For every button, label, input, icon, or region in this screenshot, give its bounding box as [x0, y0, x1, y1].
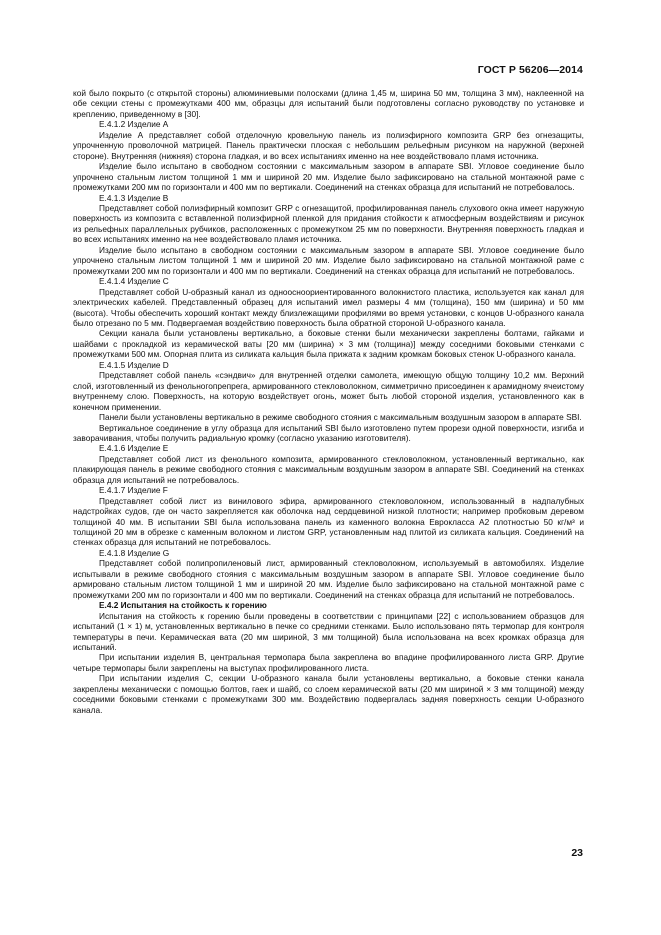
section-heading: Е.4.1.4 Изделие С — [99, 276, 169, 287]
paragraph: Представляет собой лист из фенольного композита, армированного стекловолокном, установленный вертикально, как плакирующая панель в режиме свободного стояния с максимальным воздушным зазором в аппарате SBI. Соединений на стенках образца для испытаний не потребовалось. — [73, 453, 584, 485]
section-heading: Е.4.1.5 Изделие D — [99, 359, 169, 370]
paragraph: Представляет собой полипропиленовый лист, армированный стекловолокном, используемый в автомобилях. Изделие испытывали в режиме свободного стояния с максимальным воздушным зазором в аппарате SBI. Угловое соединение было армировано стальным листом толщиной 1 мм и шириной 20 мм. Изделие было зафиксировано на стальной монтажной раме с промежутками 200 мм по горизонтали и 400 мм по вертикали. Соединений на стенках образца для испытаний не потребовалось. — [73, 558, 584, 600]
section-heading: Е.4.2 Испытания на стойкость к горению — [99, 600, 267, 611]
paragraph: Вертикальное соединение в углу образца для испытаний SBI было изготовлено путем прорези одной поверхности, изгиба и заворачивания, чтобы получить радиальную кромку (согласно указанию изготовителя). — [73, 422, 584, 443]
section-heading: Е.4.1.7 Изделие F — [99, 485, 168, 496]
document-code-header: ГОСТ Р 56206—2014 — [477, 64, 583, 76]
paragraph: Представляет собой полиэфирный композит GRP с огнезащитой, профилированная панель слухового окна имеет наружную поверхность из композита с вставленной полиэфирной пленкой для придания стойкости к атмосферным воздействиям и рисунок из рельефных параллельных рубчиков, расположенных с промежутком 25 мм по поверхности. Внутренняя поверхность гладкая и во всех испытаниях именно на нее воздействовало пламя источника. — [73, 202, 584, 245]
section-heading: Е.4.1.2 Изделие А — [99, 119, 169, 130]
paragraph: кой было покрыто (с открытой стороны) алюминиевыми полосками (длина 1,45 м, ширина 50 мм, толщина 3 мм), наклеенной на обе секции стены с промежутками 400 мм, образцы для испытаний были подготовлены согласно руководству по установке и креплению, приведенному в [30]. — [73, 88, 584, 119]
paragraph: При испытании изделия С, секции U-образного канала были установлены вертикально, а боковые стенки канала закреплены механически с помощью болтов, гаек и шайб, со слоем керамической ваты (20 мм шириной × 3 мм толщиной) между соседними боковыми стенками с промежутками 300 мм. Воздействию подвергалась задняя поверхность секции U-образного канала. — [73, 673, 584, 715]
paragraph: Изделие было испытано в свободном состоянии с максимальным зазором в аппарате SBI. Угловое соединение было упрочнено стальным листом толщиной 1 мм и шириной 20 мм. Изделие было зафиксировано на стальной монтажной раме с промежутками 200 мм по горизонтали и 400 мм по вертикали. Соединений на стенках образца для испытаний не потребовалось. — [73, 161, 584, 193]
page-number: 23 — [571, 847, 583, 859]
paragraph: Секции канала были установлены вертикально, а боковые стенки были механически закреплены болтами, гайками и шайбами с прокладкой из керамической ваты [20 мм (ширина) × 3 мм (толщина)] между соседними боковыми стенками с промежутками 500 мм. Опорная плита из силиката кальция была прижата к задним кромкам боковых стенок U-образного канала. — [73, 328, 584, 360]
section-heading: Е.4.1.6 Изделие Е — [99, 443, 169, 454]
paragraph: Представляет собой U-образный канал из одноосноориентированного волокнистого пластика, используется как канал для электрических кабелей. Представленный образец для испытаний имел размеры 4 мм (толщина), 150 мм (ширина) и 50 мм (высота). Чтобы обеспечить хороший контакт между близлежащими профилями во время установки, с концов U-образного канала было отрезано по 5 мм. Подвергаемая воздействию поверхность была обратной стороной U-образного канала. — [73, 286, 584, 328]
paragraph: Изделие было испытано в свободном состоянии с максимальным зазором в аппарате SBI. Угловое соединение было упрочнено стальным листом толщиной 1 мм и шириной 20 мм. Изделие было зафиксировано на стальной монтажной раме с промежутками 200 мм по горизонтали и 400 мм по вертикали. Соединений на стенках образца для испытаний не потребовалось. — [73, 244, 584, 276]
paragraph: Изделие А представляет собой отделочную кровельную панель из полиэфирного композита GRP без огнезащиты, упрочненную проволочной матрицей. Панель практически плоская с небольшим рельефным рисунком на наружной (верхней стороне). Внутренняя (нижняя) сторона гладкая, и во всех испытаниях именно на нее воздействовало пламя источника. — [73, 129, 584, 161]
section-heading: Е.4.1.3 Изделие В — [99, 192, 169, 203]
paragraph: Панели были установлены вертикально в режиме свободного стояния с максимальным воздушным зазором в аппарате SBI. — [99, 412, 582, 423]
paragraph: Представляет собой лист из винилового эфира, армированного стекловолокном, использованный в надпалубных надстройках судов, где он часто закрепляется как оболочка над сердцевиной низкой плотности; например пробковым деревом толщиной 40 мм. В испытании SBI была использована панель из каменного волокна Еврокласса А2 плотностью 50 кг/м³ и толщиной 20 мм в обрезке с каменным волокном и листом GRP, установленным над плитой из силиката кальция. Соединений на стенках образца для испытаний не потребовалось. — [73, 495, 584, 548]
paragraph: Испытания на стойкость к горению были проведены в соответствии с принципами [22] с использованием образцов для испытаний (1 × 1) м, установленных вертикально в печке со средними стенками. Было использовано пять термопар для контроля температуры в печи. Керамическая вата (20 мм шириной, 3 мм толщиной) была использована на всех кромках образца для испытаний. — [73, 610, 584, 653]
section-heading: Е.4.1.8 Изделие G — [99, 547, 170, 558]
paragraph: Представляет собой панель «сэндвич» для внутренней отделки самолета, имеющую общую толщину 10,2 мм. Верхний слой, изготовленный из фенольногопрепрега, армированного стекловолокном, симметрично присоединен к арамидному ячеистому внутреннему слою. Поверхность, на которую воздействует огонь, может быть любой стороной изделия, установленного как в конечном применении. — [73, 370, 584, 412]
paragraph: При испытании изделия В, центральная термопара была закреплена во впадине профилированного листа GRP. Другие четыре термопары были закреплены на выступах профилированного листа. — [73, 652, 584, 673]
document-body — [73, 88, 584, 715]
